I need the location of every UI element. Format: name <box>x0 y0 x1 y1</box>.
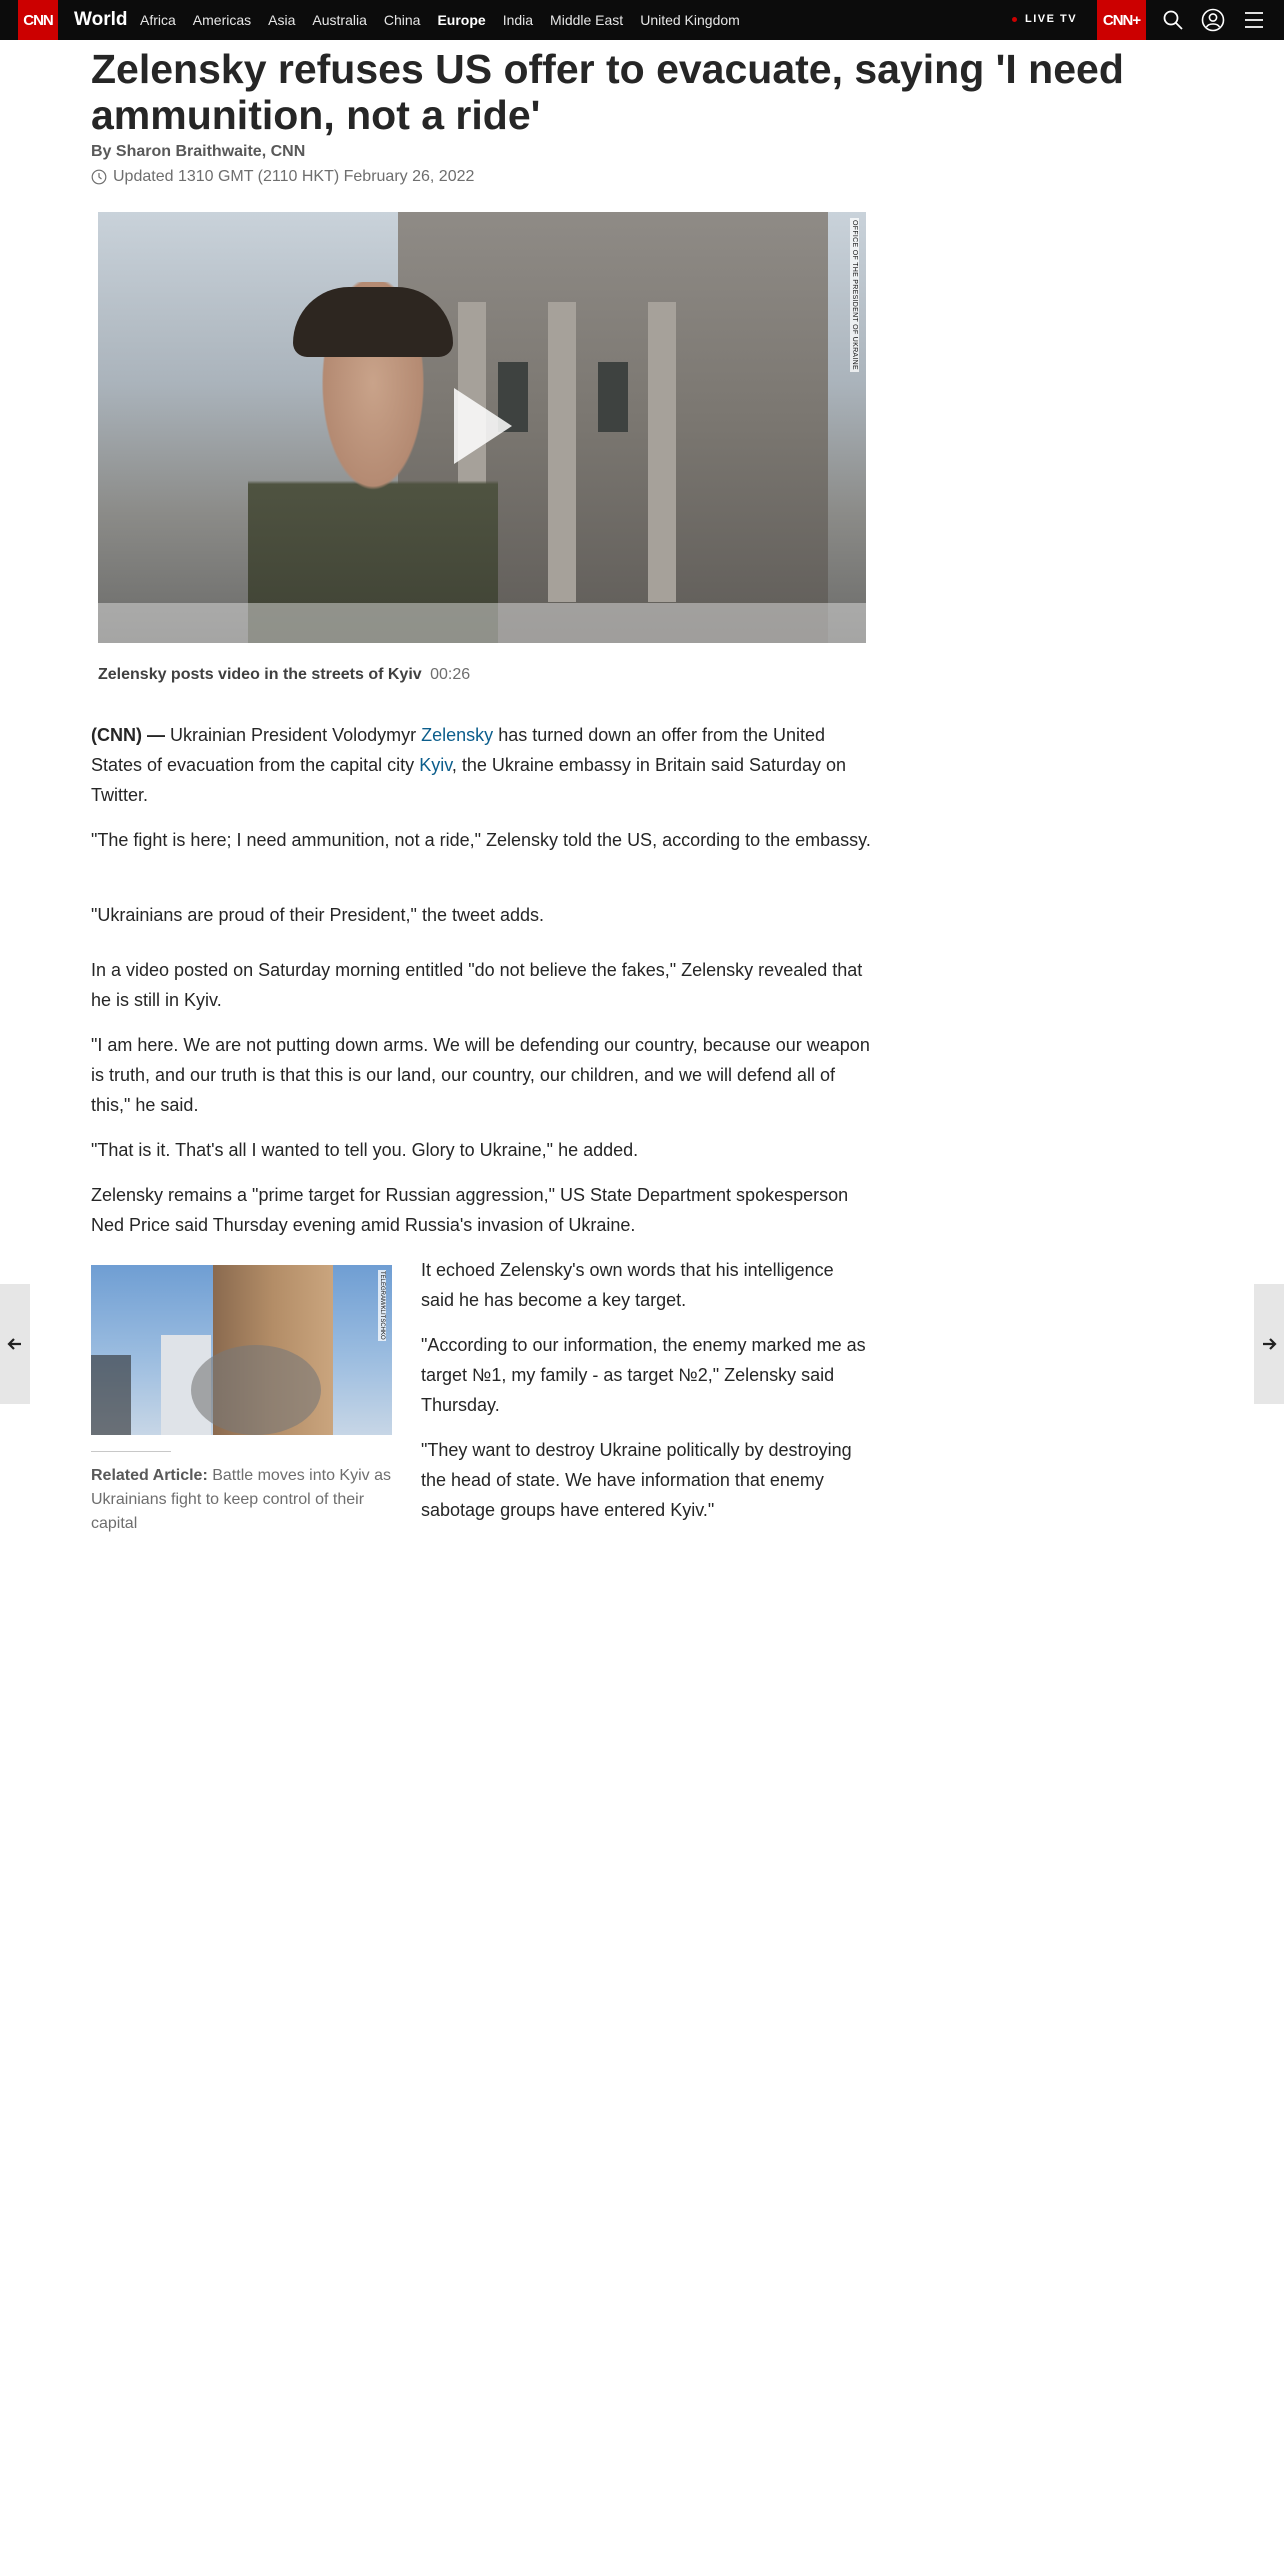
nav-link-europe[interactable]: Europe <box>437 12 486 28</box>
timestamp <box>91 168 474 186</box>
account-icon[interactable] <box>1201 8 1225 32</box>
nav-link-africa[interactable]: Africa <box>140 12 176 28</box>
video-credit: OFFICE OF THE PRESIDENT OF UKRAINE <box>851 220 858 370</box>
clock-icon <box>91 169 107 185</box>
video-duration: 00:26 <box>430 666 471 683</box>
paragraph-3: "Ukrainians are proud of their President," the tweet adds. <box>91 905 545 925</box>
live-tv-button[interactable] <box>1012 13 1077 25</box>
nav-link-australia[interactable]: Australia <box>312 12 367 28</box>
paragraph-2: "The fight is here; I need ammunition, not a ride," Zelensky told the US, according to the embassy. <box>91 830 871 850</box>
video-player[interactable] <box>98 212 866 643</box>
link-zelensky[interactable]: Zelensky <box>421 725 494 745</box>
related-article-link[interactable] <box>91 1464 401 1536</box>
paragraph-9: "According to our information, the enemy marked me as target №1, my family - as target №2," Zelensky said Thursday. <box>421 1335 866 1415</box>
paragraph-6: "That is it. That's all I wanted to tell you. Glory to Ukraine," he added. <box>91 1140 639 1160</box>
video-caption-title: Zelensky posts video in the streets of Kyiv <box>98 666 422 683</box>
related-label: Related Article: <box>91 1467 208 1484</box>
nav-link-middle-east[interactable]: Middle East <box>550 12 624 28</box>
related-article-image[interactable] <box>91 1265 392 1435</box>
nav-link-americas[interactable]: Americas <box>192 12 252 28</box>
arrow-left-icon <box>7 1336 23 1352</box>
paragraph-1: (CNN) — Ukrainian President Volodymyr Zelensky has turned down an offer from the United States of evacuation from the capital city Kyiv, the Ukraine embassy in Britain said Saturday on Twitter. <box>91 725 847 805</box>
paragraph-10: "They want to destroy Ukraine politically by destroying the head of state. We have information that enemy sabotage groups have entered Kyiv." <box>421 1440 852 1520</box>
top-nav <box>0 0 1284 40</box>
related-divider <box>91 1451 171 1452</box>
section-title[interactable]: World <box>74 9 128 30</box>
paragraph-8: It echoed Zelensky's own words that his intelligence said he has become a key target. <box>421 1260 834 1310</box>
menu-icon[interactable] <box>1242 8 1266 32</box>
link-kyiv[interactable]: Kyiv <box>419 755 452 775</box>
cnn-logo[interactable]: CNN <box>18 0 58 40</box>
previous-article-button[interactable] <box>0 1284 30 1404</box>
paragraph-4: In a video posted on Saturday morning entitled "do not believe the fakes," Zelensky revealed that he is still in Kyiv. <box>91 960 863 1010</box>
nav-link-united-kingdom[interactable]: United Kingdom <box>640 12 740 28</box>
nav-link-india[interactable]: India <box>502 12 534 28</box>
next-article-button[interactable] <box>1254 1284 1284 1404</box>
cnn-plus-button[interactable]: CNN+ <box>1097 0 1146 40</box>
paragraph-7: Zelensky remains a "prime target for Russian aggression," US State Department spokesperson Ned Price said Thursday evening amid Russia's invasion of Ukraine. <box>91 1185 849 1235</box>
play-icon[interactable] <box>454 388 512 464</box>
paragraph-5: "I am here. We are not putting down arms. We will be defending our country, because our weapon is truth, and our truth is that this is our land, our country, our children, and we will defend all of this," he said. <box>91 1035 870 1115</box>
nav-link-china[interactable]: China <box>383 12 421 28</box>
article-headline: Zelensky refuses US offer to evacuate, saying 'I need ammunition, not a ride' <box>91 46 1124 138</box>
related-title: Battle moves into Kyiv as Ukrainians fight to keep control of their capital <box>91 1467 391 1532</box>
nav-links <box>140 12 757 28</box>
updated-time: Updated 1310 GMT (2110 HKT) February 26, 2022 <box>113 168 475 185</box>
byline: By Sharon Braithwaite, CNN <box>91 143 306 160</box>
nav-link-asia[interactable]: Asia <box>268 12 296 28</box>
live-tv-label: LIVE TV <box>1025 13 1078 25</box>
source-label: (CNN) — <box>91 725 165 745</box>
search-icon[interactable] <box>1161 8 1185 32</box>
video-caption <box>98 666 470 684</box>
live-dot-icon <box>1012 17 1017 22</box>
arrow-right-icon <box>1261 1336 1277 1352</box>
related-image-credit: TELEGRAM/KLITSCHKO <box>379 1271 385 1340</box>
